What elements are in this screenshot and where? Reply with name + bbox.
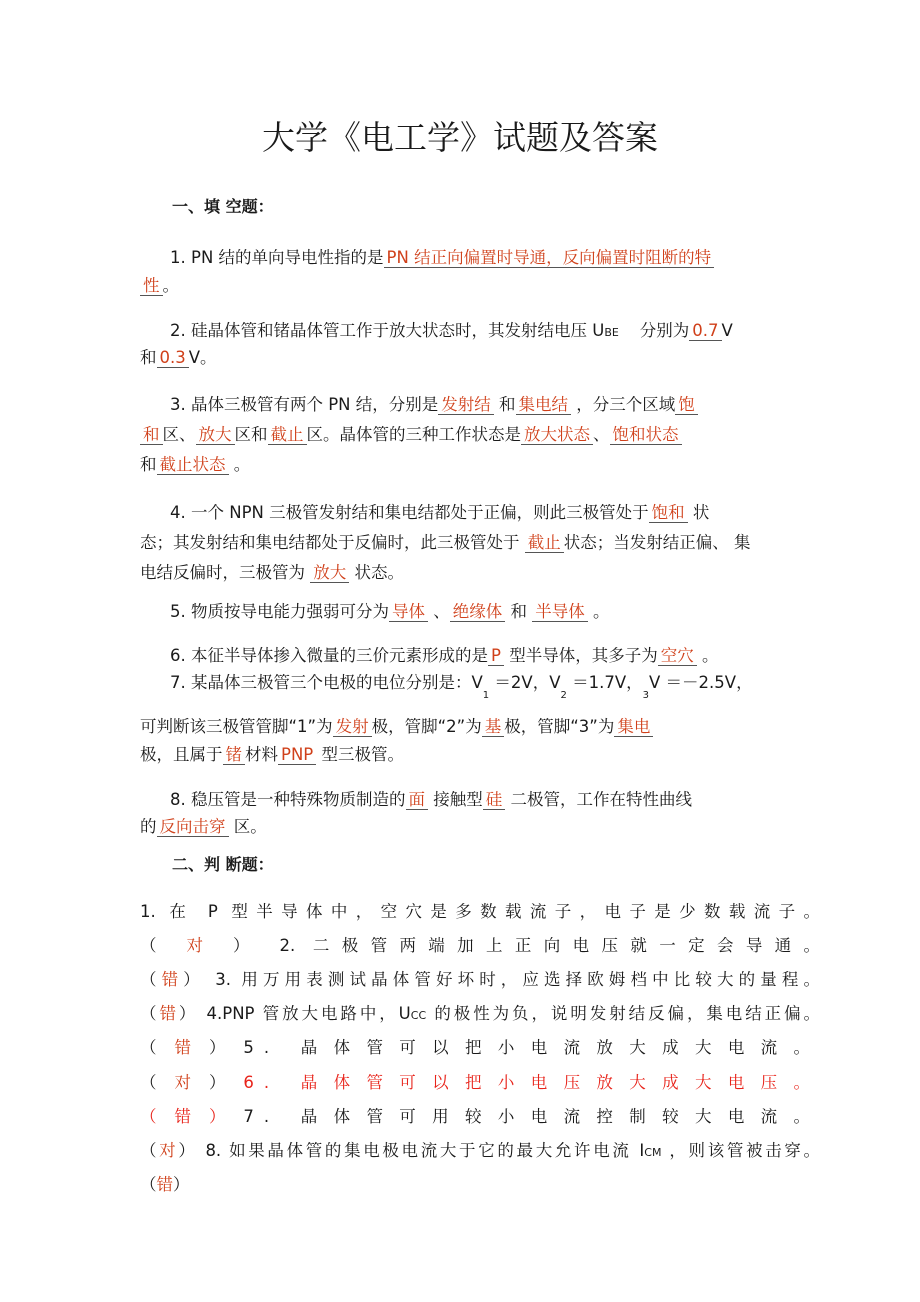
question-text: 。 bbox=[233, 455, 251, 474]
question-3-line-3 bbox=[140, 454, 250, 476]
paren: ） bbox=[208, 1073, 232, 1092]
question-text: 6. 晶体管可以把小电压放大成大电压。 bbox=[243, 1073, 820, 1092]
answer: 和 bbox=[140, 425, 163, 445]
question-text: 材料 bbox=[245, 745, 278, 764]
answer: 导体 bbox=[389, 602, 428, 622]
subscript: BE bbox=[604, 326, 619, 339]
question-text: 极，管脚“2”为 bbox=[371, 717, 482, 736]
question-text: 态；其发射结和集电结都处于反偏时，此三极管处于 bbox=[140, 533, 520, 552]
answer: 空穴 bbox=[658, 646, 697, 666]
question-text: 4.PNP 管放大电路中，U bbox=[206, 1004, 411, 1023]
question-text: 的极性为负，说明发射结反偏，集电结正偏。 bbox=[434, 1004, 820, 1023]
question-text: 1. 在 P 型半导体中，空穴是多数载流子，电子是少数载流子。 bbox=[140, 902, 820, 921]
answer: 饱 bbox=[675, 395, 698, 415]
question-text: 8. 如果晶体管的集电极电流大于它的最大允许电流 I bbox=[205, 1141, 645, 1160]
question-text: 接触型 bbox=[433, 790, 483, 809]
question-text: 极，管脚“3”为 bbox=[504, 717, 615, 736]
question-text: ＝2V，V bbox=[494, 673, 561, 692]
answer: 发射结 bbox=[438, 395, 494, 415]
answer: 截止 bbox=[525, 533, 564, 553]
question-text: ，则该管被击穿。 bbox=[669, 1141, 820, 1160]
judge-line-5 bbox=[140, 1037, 820, 1059]
answer: 错 bbox=[174, 1038, 198, 1057]
answer: 0.3 bbox=[157, 348, 189, 368]
answer: 半导体 bbox=[532, 602, 588, 622]
question-text: 型半导体，其多子为 bbox=[509, 646, 658, 665]
judge-line-6 bbox=[140, 1072, 820, 1094]
paren: （ bbox=[140, 936, 169, 955]
question-text: 5. 晶体管可以把小电流放大成大电流。 bbox=[243, 1038, 820, 1057]
answer: 饱和 bbox=[649, 503, 688, 523]
paren: （ bbox=[140, 1107, 163, 1126]
answer: 饱和状态 bbox=[610, 425, 682, 445]
answer: 对 bbox=[174, 1073, 198, 1092]
answer: 对 bbox=[159, 1141, 179, 1160]
question-7-line-2 bbox=[140, 716, 653, 738]
question-5 bbox=[170, 601, 610, 623]
question-text: 。 bbox=[701, 646, 719, 665]
page-title: 大学《电工学》试题及答案 bbox=[262, 118, 658, 157]
answer: PN 结正向偏置时导通，反向偏置时阻断的特 bbox=[384, 248, 715, 268]
question-text: 和 bbox=[140, 455, 157, 474]
question-2-line-1 bbox=[170, 320, 733, 344]
question-text: 1. PN 结的单向导电性指的是 bbox=[170, 248, 384, 267]
question-text: 区和 bbox=[234, 425, 268, 444]
answer: 放大 bbox=[310, 563, 349, 583]
question-text: 5. 物质按导电能力强弱可分为 bbox=[170, 602, 389, 621]
question-text: ＝1.7V， bbox=[572, 673, 643, 692]
subscript: CC bbox=[410, 1009, 427, 1022]
question-4-line-2 bbox=[140, 532, 751, 554]
question-text: 区。 bbox=[233, 817, 267, 836]
answer: 截止 bbox=[268, 425, 307, 445]
paren: （ bbox=[140, 1073, 163, 1092]
question-1-line-1 bbox=[170, 247, 714, 269]
question-text: 二极管，工作在特性曲线 bbox=[510, 790, 692, 809]
answer: 绝缘体 bbox=[450, 602, 506, 622]
answer: 错 bbox=[159, 1004, 179, 1023]
section-heading-fill-blank: 一、填 空题： bbox=[172, 197, 274, 216]
answer: 0.7 bbox=[689, 321, 721, 341]
answer: P bbox=[488, 646, 504, 666]
judge-line-4 bbox=[140, 1003, 820, 1025]
question-text: 、 bbox=[593, 425, 610, 444]
question-text: 和 bbox=[499, 395, 516, 414]
answer: 性 bbox=[140, 276, 163, 296]
question-7-line-1 bbox=[170, 672, 753, 701]
question-text: 、 bbox=[433, 602, 450, 621]
paren: （ bbox=[140, 970, 162, 989]
question-text: 分别为 bbox=[639, 321, 690, 340]
answer: 截止状态 bbox=[157, 455, 229, 475]
question-3-line-2 bbox=[140, 424, 682, 446]
answer: 反向击穿 bbox=[157, 817, 229, 837]
question-text: 3. 晶体三极管有两个 PN 结，分别是 bbox=[170, 395, 439, 414]
question-4-line-3 bbox=[140, 562, 404, 584]
answer: 放大 bbox=[196, 425, 235, 445]
judge-line-7 bbox=[140, 1106, 820, 1128]
judge-line-9 bbox=[140, 1174, 190, 1196]
judge-line-3 bbox=[140, 969, 820, 991]
question-text: ，分三个区域 bbox=[576, 395, 676, 414]
question-text: 型三极管。 bbox=[321, 745, 404, 764]
answer: 基 bbox=[482, 717, 505, 737]
question-7-line-3 bbox=[140, 744, 404, 766]
answer: 集电结 bbox=[516, 395, 572, 415]
question-text: 和 bbox=[140, 348, 157, 367]
question-4-line-1 bbox=[170, 502, 709, 524]
question-text: 状态；当发射结正偏、 集 bbox=[563, 533, 751, 552]
question-text: 。 bbox=[162, 276, 179, 295]
judge-line-8 bbox=[140, 1140, 820, 1162]
subscript: 1 bbox=[482, 690, 490, 701]
question-text: V ＝－2.5V， bbox=[649, 673, 753, 692]
paren: （ bbox=[140, 1038, 163, 1057]
paren: ） bbox=[178, 1141, 198, 1160]
paren: （ bbox=[140, 1141, 160, 1160]
question-text: 4. 一个 NPN 三极管发射结和集电结都处于正偏，则此三极管处于 bbox=[170, 503, 649, 522]
question-text: 状态。 bbox=[354, 563, 404, 582]
paren: ） bbox=[208, 1107, 232, 1126]
answer: 集电 bbox=[614, 717, 653, 737]
paren: （ bbox=[140, 1175, 157, 1194]
judge-line-1 bbox=[140, 901, 820, 923]
answer: 错 bbox=[161, 970, 184, 989]
paren: ） bbox=[178, 1004, 199, 1023]
answer: 锗 bbox=[223, 745, 246, 765]
answer: 硅 bbox=[483, 790, 506, 810]
question-text: 3. 用万用表测试晶体管好坏时，应选择欧姆档中比较大的量程。 bbox=[215, 970, 820, 989]
judge-line-2 bbox=[140, 935, 820, 957]
answer: 错 bbox=[156, 1175, 173, 1194]
answer: 放大状态 bbox=[521, 425, 593, 445]
question-text: 。 bbox=[593, 602, 610, 621]
subscript: 3 bbox=[642, 690, 650, 701]
answer: 发射 bbox=[333, 717, 372, 737]
question-text: 7. 晶体管可用较小电流控制较大电流。 bbox=[243, 1107, 820, 1126]
paren: ） bbox=[208, 1038, 232, 1057]
question-text: 区、 bbox=[162, 425, 196, 444]
question-text: 和 bbox=[510, 602, 527, 621]
question-3-line-1 bbox=[170, 394, 698, 416]
question-text: 的 bbox=[140, 817, 157, 836]
question-1-line-2 bbox=[140, 275, 179, 297]
subscript: CM bbox=[644, 1146, 662, 1159]
answer: 面 bbox=[406, 790, 429, 810]
question-8-line-1 bbox=[170, 789, 692, 811]
question-2-line-2 bbox=[140, 347, 217, 369]
question-text: 状 bbox=[692, 503, 710, 522]
question-text: V bbox=[721, 321, 733, 340]
paren: ） bbox=[173, 1175, 190, 1194]
question-text: 6. 本征半导体掺入微量的三价元素形成的是 bbox=[170, 646, 488, 665]
question-text: 7. 某晶体三极管三个电极的电位分别是：V bbox=[170, 673, 483, 692]
question-6 bbox=[170, 645, 718, 667]
question-text: 电结反偏时，三极管为 bbox=[140, 563, 305, 582]
question-text: 8. 稳压管是一种特殊物质制造的 bbox=[170, 790, 406, 809]
paren: （ bbox=[140, 1004, 160, 1023]
question-8-line-2 bbox=[140, 816, 267, 838]
answer: 对 bbox=[186, 936, 216, 955]
answer: PNP bbox=[278, 745, 316, 765]
question-text: 可判断该三极管管脚“1”为 bbox=[140, 717, 333, 736]
question-text: 区。晶体管的三种工作状态是 bbox=[306, 425, 521, 444]
section-heading-true-false: 二、判 断题： bbox=[172, 855, 274, 874]
paren: ） bbox=[233, 936, 262, 955]
question-text: 2. 硅晶体管和锗晶体管工作于放大状态时，其发射结电压 U bbox=[170, 321, 605, 340]
question-text: 极，且属于 bbox=[140, 745, 223, 764]
paren: ） bbox=[183, 970, 205, 989]
question-text: 2. 二极管两端加上正向电压就一定会导通。 bbox=[279, 936, 820, 955]
answer: 错 bbox=[174, 1107, 198, 1126]
subscript: 2 bbox=[560, 690, 567, 701]
question-text: V。 bbox=[188, 348, 217, 367]
